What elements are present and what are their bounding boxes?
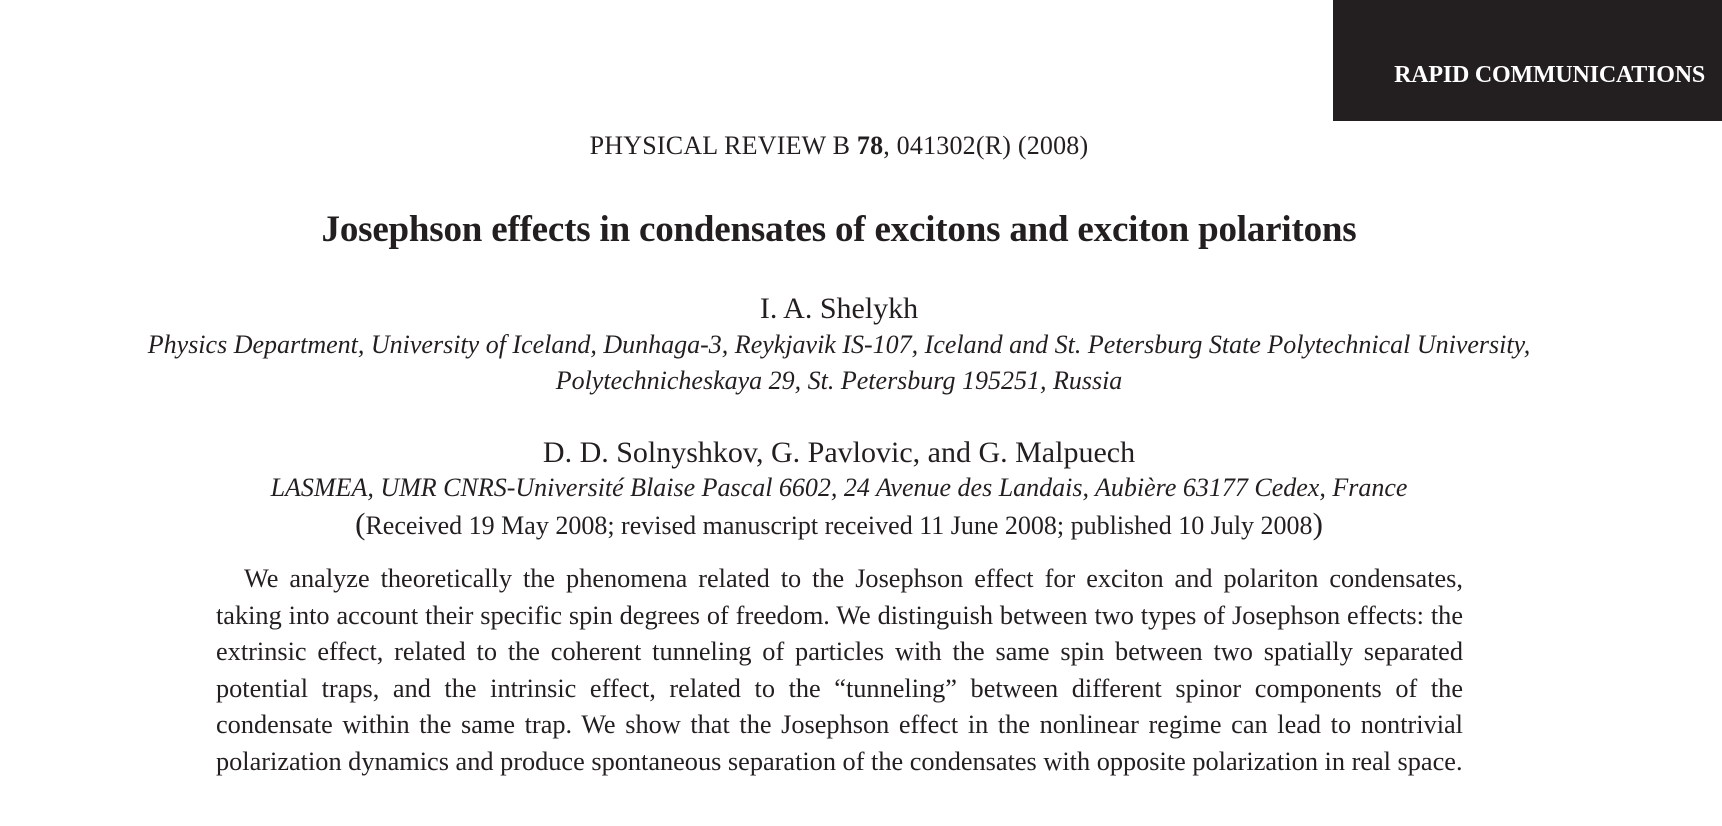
author-affiliation-1 bbox=[0, 327, 1678, 399]
received-dates bbox=[0, 506, 1678, 542]
journal-citation bbox=[0, 131, 1678, 161]
author-affiliation-2 bbox=[0, 470, 1678, 506]
journal-volume: 78 bbox=[856, 131, 884, 160]
close-paren: ) bbox=[1312, 506, 1323, 541]
banner-label: RAPID COMMUNICATIONS bbox=[1394, 62, 1705, 88]
journal-article-info: , 041302(R) (2008) bbox=[883, 131, 1089, 160]
abstract-text: We analyze theoretically the phenomena related to the Josephson effect for exciton and polariton condensates, taking into account their specific spin degrees of freedom. We distinguish between two types of Josephson effects: the extrinsic effect, related to the coherent tunneling of particles with the same spin between two spatially separated potential traps, and the intrinsic effect, related to the “tunneling” between different spinor components of the condensate within the same trap. We show that the Josephson effect in the nonlinear regime can lead to nontrivial polarization dynamics and produce spontaneous separation of the condensates with opposite polarization in real space. bbox=[216, 564, 1463, 776]
affiliation-line: Polytechnicheskaya 29, St. Petersburg 195251, Russia bbox=[555, 366, 1123, 395]
paper-title: Josephson effects in condensates of excitons and exciton polaritons bbox=[321, 209, 1357, 250]
open-paren: ( bbox=[355, 506, 366, 541]
affiliation-line: Physics Department, University of Iceland, Dunhaga-3, Reykjavik IS-107, Iceland and St. Petersburg State Polytechnical University, bbox=[147, 330, 1531, 359]
affiliation-line: LASMEA, UMR CNRS-Université Blaise Pascal 6602, 24 Avenue des Landais, Aubière 63177 Cedex, France bbox=[270, 473, 1408, 502]
received-text: Received 19 May 2008; revised manuscript received 11 June 2008; published 10 July 2008 bbox=[365, 511, 1313, 540]
author-names-1: I. A. Shelykh bbox=[759, 292, 919, 325]
journal-name: PHYSICAL REVIEW B bbox=[589, 131, 851, 160]
author-names-2: D. D. Solnyshkov, G. Pavlovic, and G. Malpuech bbox=[542, 436, 1136, 469]
rapid-communications-banner bbox=[1333, 0, 1722, 121]
